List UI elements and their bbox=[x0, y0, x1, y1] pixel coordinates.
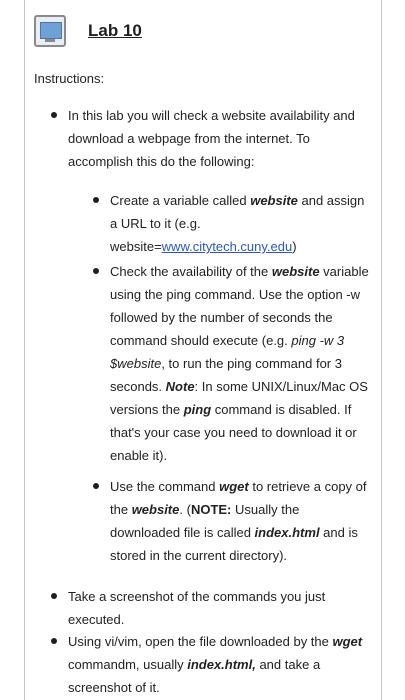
bullet-1-line-1: In this lab you will check a website availability and bbox=[68, 108, 355, 123]
sub-2-line-6: seconds. Note: In some UNIX/Linux/Mac OS bbox=[110, 379, 368, 394]
header bbox=[34, 14, 142, 48]
sub-2-line-3: followed by the number of seconds the bbox=[110, 310, 333, 325]
bullet-1-line-2: download a webpage from the internet. To bbox=[68, 131, 310, 146]
sub-1-line-1: Create a variable called website and assign bbox=[110, 193, 365, 208]
bullet-3-line-2: commandm, usually index.html, and take a bbox=[68, 657, 321, 672]
bullet-3-line-3: screenshot of it. bbox=[68, 680, 160, 695]
bullet-2-line-1: Take a screenshot of the commands you just bbox=[68, 589, 326, 604]
bullet-dot bbox=[51, 638, 57, 644]
page-title: Lab 10 bbox=[88, 21, 142, 40]
sub-1-line-2: a URL to it (e.g. bbox=[110, 216, 201, 231]
sub-bullet-dot bbox=[93, 268, 99, 274]
sub-2-line-2: using the ping command. Use the option -w bbox=[110, 287, 361, 302]
sub-1-line-3: website=www.citytech.cuny.edu) bbox=[110, 239, 297, 254]
bullet-2-line-2: executed. bbox=[68, 612, 125, 627]
sub-2-line-4: command should execute (e.g. ping -w 3 bbox=[110, 333, 345, 348]
bullet-1-line-3: accomplish this do the following: bbox=[68, 154, 255, 169]
sub-2-line-7: versions the ping command is disabled. If bbox=[110, 402, 352, 417]
sub-2-line-9: enable it). bbox=[110, 448, 168, 463]
sub-2-line-1: Check the availability of the website variable bbox=[110, 264, 369, 279]
sub-2-line-8: that's your case you need to download it or bbox=[110, 425, 357, 440]
sub-3-line-4: stored in the current directory). bbox=[110, 548, 288, 563]
sub-3-line-1: Use the command wget to retrieve a copy of bbox=[110, 479, 367, 494]
sub-2-line-5: $website, to run the ping command for 3 bbox=[110, 356, 342, 371]
bullet-dot bbox=[51, 112, 57, 118]
citytech-link[interactable]: www.citytech.cuny.edu bbox=[161, 239, 293, 254]
instructions-label: Instructions: bbox=[34, 71, 105, 86]
sub-3-line-3: downloaded file is called index.html and is bbox=[110, 525, 358, 540]
bullet-3-line-1: Using vi/vim, open the file downloaded by the wget bbox=[68, 634, 363, 649]
sub-bullet-dot bbox=[93, 197, 99, 203]
computer-icon bbox=[34, 15, 66, 47]
sub-3-line-2: the website. (NOTE: Usually the bbox=[110, 502, 300, 517]
bullet-dot bbox=[51, 593, 57, 599]
sub-bullet-dot bbox=[93, 483, 99, 489]
